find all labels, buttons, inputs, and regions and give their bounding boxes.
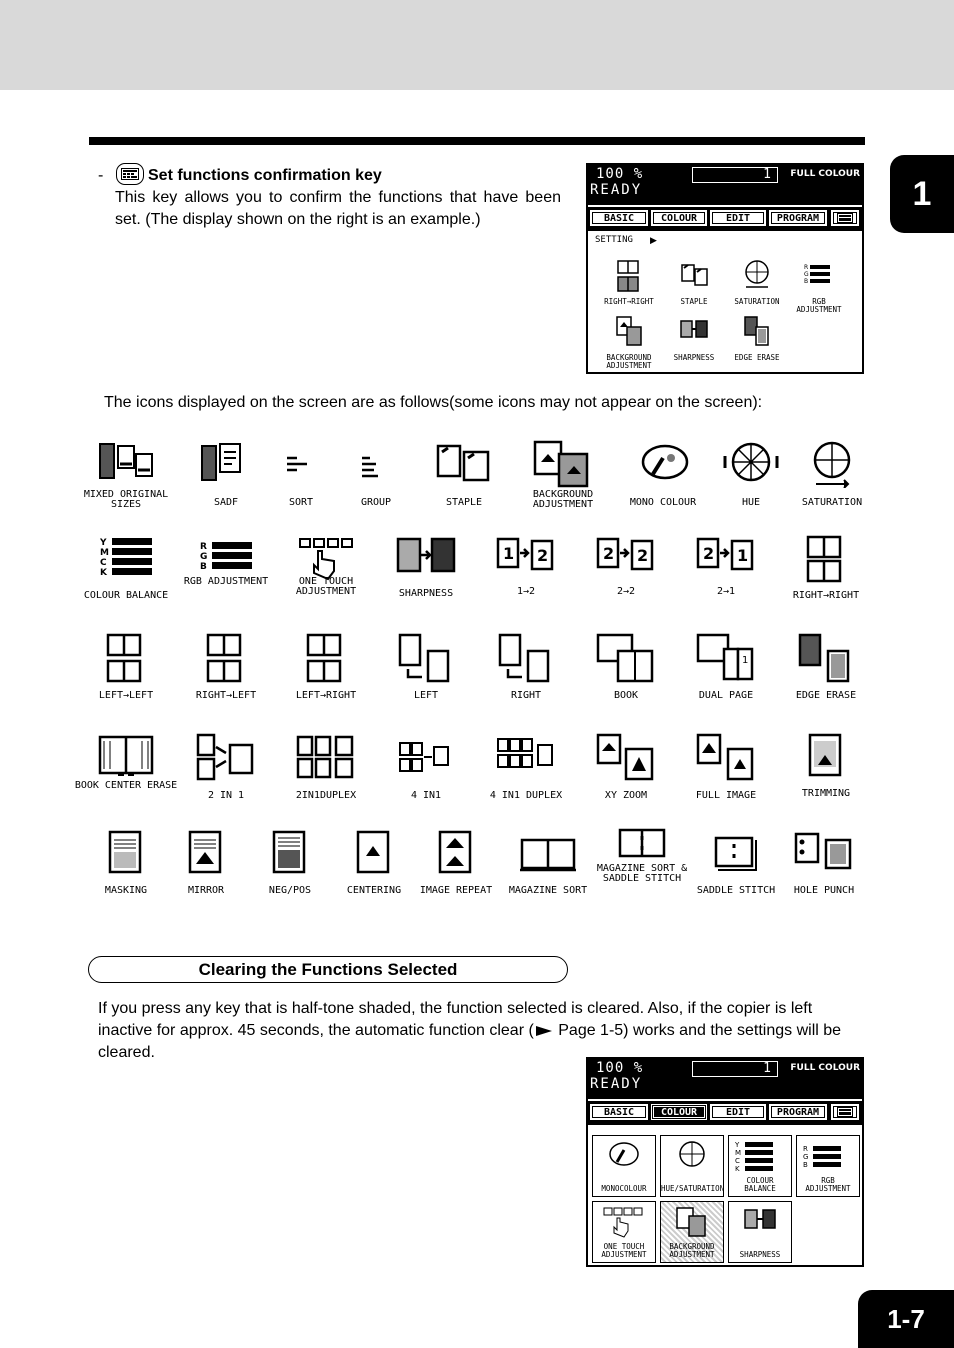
icon-sharpness: SHARPNESS (380, 535, 472, 621)
icon-one-touch-adjustment: ONE TOUCH ADJUSTMENT (280, 535, 372, 621)
status-text: READY (590, 1076, 643, 1092)
svg-text:C: C (735, 1157, 740, 1165)
control-panel-screen-colour (586, 1057, 864, 1267)
screen-icon-sharpness: SHARPNESS (663, 315, 725, 362)
tab-edit[interactable]: EDIT (710, 1104, 766, 1120)
icon-saddle-stitch: SADDLE STITCH (690, 830, 782, 916)
svg-text:G: G (803, 1153, 809, 1161)
tile-background-adjustment[interactable]: BACKGROUND ADJUSTMENT (660, 1201, 724, 1263)
svg-text:Y: Y (735, 1141, 740, 1149)
svg-text:G: G (804, 271, 809, 278)
tile-sharpness[interactable]: SHARPNESS (728, 1201, 792, 1263)
icon-full-image: FULL IMAGE (680, 733, 772, 819)
screen-tabs (588, 205, 862, 231)
icon-2in1-duplex: 2IN1DUPLEX (280, 733, 372, 819)
page-number: 1-7 (858, 1290, 954, 1348)
svg-text:Y: Y (100, 538, 107, 548)
icon-book: BOOK (580, 633, 672, 719)
icon-staple: STAPLE (418, 440, 510, 526)
svg-text:C: C (100, 558, 107, 568)
svg-text:R: R (803, 1145, 808, 1153)
keypad-icon (837, 213, 853, 223)
tab-colour[interactable]: COLOUR (651, 210, 707, 226)
screen-body (588, 1125, 862, 1267)
icon-centering: CENTERING (328, 830, 420, 916)
icons-intro: The icons displayed on the screen are as follows(some icons may not appear on the screen): (104, 394, 763, 411)
icon-2-in-1: 2 IN 1 (180, 733, 272, 819)
tile-one-touch-adjustment[interactable]: ONE TOUCH ADJUSTMENT (592, 1201, 656, 1263)
svg-text:2: 2 (703, 544, 715, 563)
svg-text:2: 2 (637, 546, 649, 565)
tab-basic[interactable]: BASIC (590, 210, 648, 226)
clearing-paragraph: If you press any key that is half-tone shaded, the function selected is cleared. Also, if the copier is left inactive for approx. 45 seconds, the automatic function clear ( Page 1-5) works and the settings will be cleared. (98, 1000, 842, 1061)
icon-neg-pos: NEG/POS (244, 830, 336, 916)
tile-monocolour[interactable]: MONOCOLOUR (592, 1135, 656, 1197)
copy-count: 1 (763, 167, 771, 182)
colour-mode: FULL COLOUR (790, 169, 860, 179)
screen-status-bar (588, 165, 862, 205)
copy-count-box (692, 1061, 778, 1077)
icon-dual-page: 1 DUAL PAGE (680, 633, 772, 719)
icon-colour-balance: Y M C K COLOUR BALANCE (83, 538, 169, 601)
screen-icon-rgb-adjustment: R G B RGB ADJUSTMENT (796, 264, 842, 314)
icon-mono-colour: MONO COLOUR (617, 440, 709, 526)
icon-2-to-1: 2 1 2→1 (680, 535, 772, 621)
icon-right-left: RIGHT→LEFT (180, 633, 272, 719)
svg-text:K: K (735, 1165, 740, 1173)
icon-magazine-sort-saddle-stitch: MAGAZINE SORT & SADDLE STITCH (596, 826, 688, 912)
icon-2-to-2: 2 2 2→2 (580, 535, 672, 621)
svg-text:B: B (803, 1161, 808, 1169)
screen-icon-right-right: RIGHT→RIGHT (598, 259, 660, 306)
setting-label: SETTING (595, 235, 633, 245)
control-panel-screen-edit (586, 163, 864, 374)
icon-hole-punch: HOLE PUNCH (778, 830, 870, 916)
svg-text:2: 2 (603, 544, 615, 563)
tab-program[interactable]: PROGRAM (769, 1104, 827, 1120)
keypad-icon (837, 1107, 853, 1117)
svg-text:G: G (200, 552, 208, 562)
svg-text:R: R (804, 264, 809, 271)
icon-mixed-original-sizes: MIXED ORIGINAL SIZES (80, 440, 172, 526)
icon-trimming: TRIMMING (780, 733, 872, 819)
icon-left-right: LEFT→RIGHT (280, 633, 372, 719)
icon-sadf: SADF (180, 440, 272, 526)
svg-text:M: M (735, 1149, 742, 1157)
header-band (0, 0, 954, 90)
svg-text:1: 1 (742, 655, 749, 666)
item-bullet: - (98, 167, 104, 184)
icon-mirror: MIRROR (160, 830, 252, 916)
colour-mode: FULL COLOUR (790, 1063, 860, 1073)
icon-right: RIGHT (480, 633, 572, 719)
icon-right-right: RIGHT→RIGHT (780, 535, 872, 621)
icon-sort: SORT (255, 440, 347, 526)
svg-text:B: B (804, 278, 809, 285)
icon-4-in-1: 4 IN1 (380, 733, 472, 819)
icon-book-center-erase: BOOK CENTER ERASE (80, 733, 172, 819)
zoom-readout: 100 % (596, 166, 644, 182)
svg-text:1: 1 (737, 546, 749, 565)
tile-hue-saturation[interactable]: HUE/SATURATION (660, 1135, 724, 1197)
icon-group: GROUP (330, 440, 422, 526)
icon-hue: HUE (705, 440, 797, 526)
item-title: Set functions confirmation key (148, 167, 382, 184)
svg-text:B: B (200, 562, 207, 572)
status-text: READY (590, 182, 643, 198)
icon-image-repeat: IMAGE REPEAT (410, 830, 502, 916)
confirm-key-tab[interactable] (831, 1104, 859, 1120)
icon-4-in-1-duplex: 4 IN1 DUPLEX (480, 733, 572, 819)
icon-rgb-adjustment: R G B RGB ADJUSTMENT (183, 542, 269, 587)
tile-rgb-adjustment[interactable]: R G B RGB ADJUSTMENT (796, 1135, 860, 1197)
tile-colour-balance[interactable]: Y M C K COLOUR BALANCE (728, 1135, 792, 1197)
confirm-key-tab[interactable] (831, 210, 859, 226)
screen-tabs (588, 1099, 862, 1125)
section-rule (89, 137, 865, 145)
tab-program[interactable]: PROGRAM (769, 210, 827, 226)
svg-text:R: R (200, 542, 207, 552)
copy-count: 1 (763, 1061, 771, 1076)
screen-status-bar (588, 1059, 862, 1099)
icon-left: LEFT (380, 633, 472, 719)
setting-arrow-icon: ▶ (650, 235, 657, 245)
tab-edit[interactable]: EDIT (710, 210, 766, 226)
screen-icon-saturation: SATURATION (726, 259, 788, 306)
section-heading: Clearing the Functions Selected (88, 956, 568, 983)
svg-text:K: K (100, 568, 107, 578)
chapter-tab: 1 (890, 155, 954, 233)
screen-body (588, 231, 862, 374)
icon-1-to-2: 1 2 1→2 (480, 535, 572, 621)
tab-basic[interactable]: BASIC (590, 1104, 648, 1120)
svg-text:2: 2 (537, 546, 549, 565)
screen-icon-edge-erase: EDGE ERASE (726, 315, 788, 362)
svg-text:M: M (100, 548, 109, 558)
icon-magazine-sort: MAGAZINE SORT (502, 830, 594, 916)
icon-saturation: SATURATION (786, 440, 878, 526)
zoom-readout: 100 % (596, 1060, 644, 1076)
icon-background-adjustment: BACKGROUND ADJUSTMENT (517, 440, 609, 526)
item-description: This key allows you to confirm the functions that have been set. (The display shown on the right is an example.) (115, 189, 561, 228)
icon-left-left: LEFT→LEFT (80, 633, 172, 719)
icon-masking: MASKING (80, 830, 172, 916)
screen-icon-staple: STAPLE (663, 259, 725, 306)
page-reference-arrow-icon (536, 1026, 552, 1036)
confirmation-key-icon (116, 163, 144, 185)
svg-text:1: 1 (503, 544, 515, 563)
copy-count-box (692, 167, 778, 183)
icon-edge-erase: EDGE ERASE (780, 633, 872, 719)
screen-icon-background-adjustment: BACKGROUND ADJUSTMENT (598, 315, 660, 370)
icon-xy-zoom: XY ZOOM (580, 733, 672, 819)
tab-colour[interactable]: COLOUR (651, 1104, 707, 1120)
